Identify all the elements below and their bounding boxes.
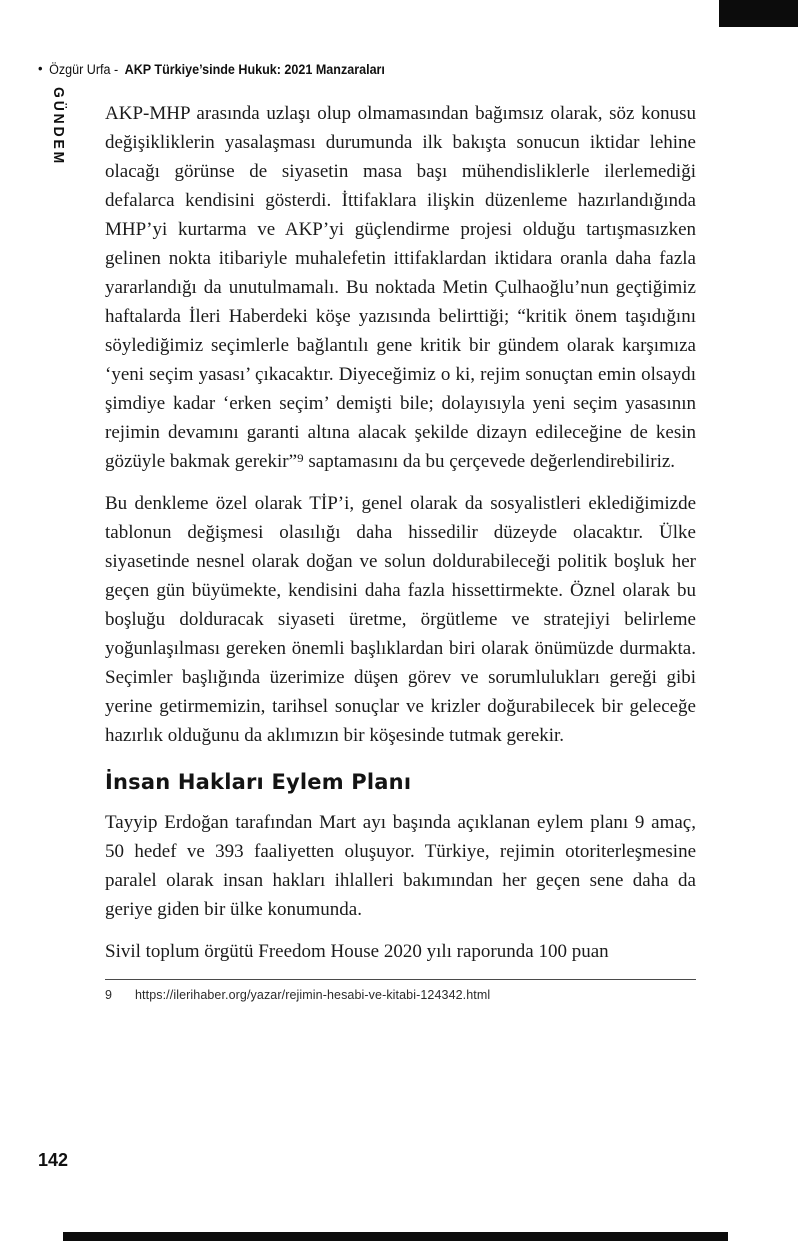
- footnote-url-link[interactable]: https://ilerihaber.org/yazar/rejimin-hesabi-ve-kitabi-124342.html: [135, 988, 491, 1002]
- bottom-edge-print-mark: [63, 1232, 728, 1241]
- page-number: 142: [38, 1150, 69, 1170]
- header-book-title: AKP Türkiye’sinde Hukuk: 2021 Manzaraları: [124, 62, 385, 77]
- header-author: Özgür Urfa -: [49, 62, 119, 77]
- body-paragraph: Sivil toplum örgütü Freedom House 2020 yılı raporunda 100 puan: [105, 941, 609, 962]
- top-right-print-mark: [719, 0, 798, 27]
- section-heading: İnsan Hakları Eylem Planı: [105, 770, 412, 794]
- section-vertical-label: GÜNDEM: [50, 87, 66, 167]
- footnote-number: 9: [105, 988, 112, 1002]
- body-paragraph: Bu denkleme özel olarak TİP’i, genel olarak da sosyalistleri eklediğimizde tablonun değişmesi olasılığı daha hissedilir düzeyde olacaktır. Ülke siyasetinde nesnel olarak doğan ve solun doldurabileceği politik boşluk her geçen gün büyümekte, kendisini daha fazla hissettirmekte. Öznel olarak bu boşluğu dolduracak siyaseti üretme, örgütleme ve stratejiyi belirleme yoğunlaşılması gereken önemli başlıklardan biri olarak önümüzde durmakta. Seçimler başlığında üzerimize düşen görev ve sorumlulukları gereği gibi yerine getirmemizin, tarihsel sonuçlar ve krizler doğurabilecek bir geleceğe hazırlık olduğunu da aklımızın bir köşesinde tutmak gerekir.: [105, 493, 696, 746]
- body-paragraph: AKP-MHP arasında uzlaşı olup olmamasından bağımsız olarak, söz konusu değişikliklerin yasalaşması durumunda ilk bakışta sonucun iktidar lehine olacağı görünse de siyasetin masa başı mühendisliklerle ilerlemediği defalarca kendisini gösterdi. İttifaklara ilişkin düzenleme hazırlandığında MHP’yi kurtarma ve AKP’yi güçlendirme projesi olduğu tartışmasızken gelinen nokta itibariyle muhalefetin ittifaklardan iktidara oranla daha fazla yararlandığı da unutulmamalı. Bu noktada Metin Çulhaoğlu’nun geçtiğimiz haftalarda İleri Haberdeki köşe yazısında belirttiği; “kritik önem taşıdığını söylediğimiz seçimlerle bağlantılı gene kritik bir gündem olarak karşımıza ‘yeni seçim yasası’ çıkacaktır. Diyeceğimiz o ki, rejim sonuçtan emin olsaydı şimdiye kadar ‘erken seçim’ demişti bile; dolayısıyla yeni seçim yasasının rejimin devamını garanti altına alacak şekilde dizayn edileceğine de kesin gözüyle bakmak gerekir”⁹ saptamasını da bu çerçevede değerlendirebiliriz.: [105, 103, 696, 472]
- body-paragraph: Tayyip Erdoğan tarafından Mart ayı başında açıklanan eylem planı 9 amaç, 50 hedef ve 393 faaliyetten oluşuyor. Türkiye, rejimin otoriterleşmesine paralel olarak insan hakları ihlalleri bakımından her geçen sene daha da geriye giden bir ülke konumunda.: [105, 812, 696, 920]
- text-column: [105, 99, 696, 1002]
- header-bullet-icon: •: [38, 60, 43, 76]
- footnote: [105, 979, 696, 1002]
- running-header: [38, 61, 385, 77]
